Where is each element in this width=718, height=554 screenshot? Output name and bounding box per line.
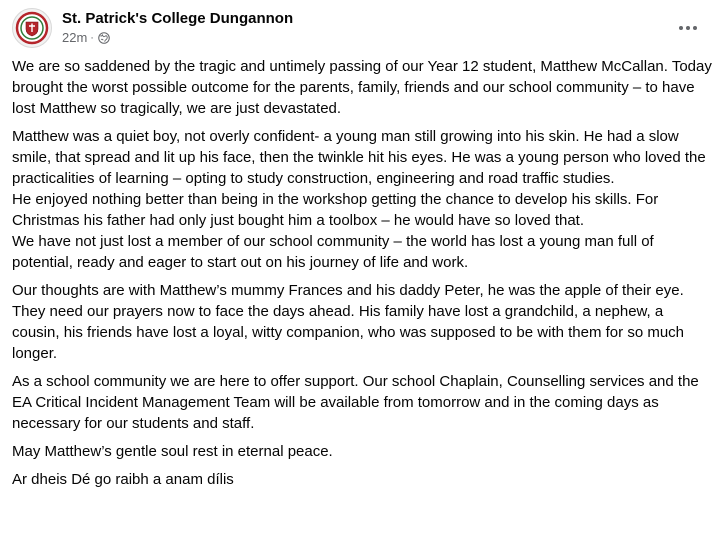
post-header [12,8,706,48]
post-paragraph: We are so saddened by the tragic and untimely passing of our Year 12 student, Matthew McCallan. Today brought the worst possible outcome for the parents, family, friends and our school community – to have lost Matthew so tragically, we are just devastated. [12,58,712,117]
page-avatar[interactable] [12,8,52,48]
post-paragraph: As a school community we are here to offer support. Our school Chaplain, Counselling services and the EA Critical Incident Management Team will be available from tomorrow and in the coming days as necessary for our students and staff. [12,373,699,432]
page-name-link[interactable]: St. Patrick's College Dungannon [62,10,294,27]
post-paragraph: Our thoughts are with Matthew’s mummy Frances and his daddy Peter, he was the apple of their eye. They need our prayers now to face the days ahead. His family have lost a grandchild, a nephew, a cousin, his friends have lost a loyal, witty companion, who was supposed to be with them for so much longer. [12,282,685,362]
post-paragraph: May Matthew’s gentle soul rest in eternal peace. [12,443,333,460]
post-timestamp[interactable]: 22m [62,30,88,45]
post-meta [62,30,110,45]
school-crest-icon [13,9,51,47]
more-options-button[interactable] [672,12,704,44]
post-paragraph: Matthew was a quiet boy, not overly confident- a young man still growing into his skin. He had a slow smile, that spread and lit up his face, then the twinkle hit his eyes. He was a young person who loved the practicalities of learning – opting to study construction, engineering and road traffic studies. He enjoyed nothing better than being in the workshop getting the chance to develop his skills. For Christmas his father had only just bought him a toolbox – he would have so loved that. We have not just lost a member of our school community – the world has lost a young man full of potential, ready and eager to start out on his journey of life and work. [12,128,706,271]
post-paragraph: Ar dheis Dé go raibh a anam dílis [12,471,234,488]
globe-icon[interactable] [98,32,110,44]
more-horizontal-icon [679,26,697,30]
post-body [12,56,712,497]
meta-separator: · [90,31,94,44]
